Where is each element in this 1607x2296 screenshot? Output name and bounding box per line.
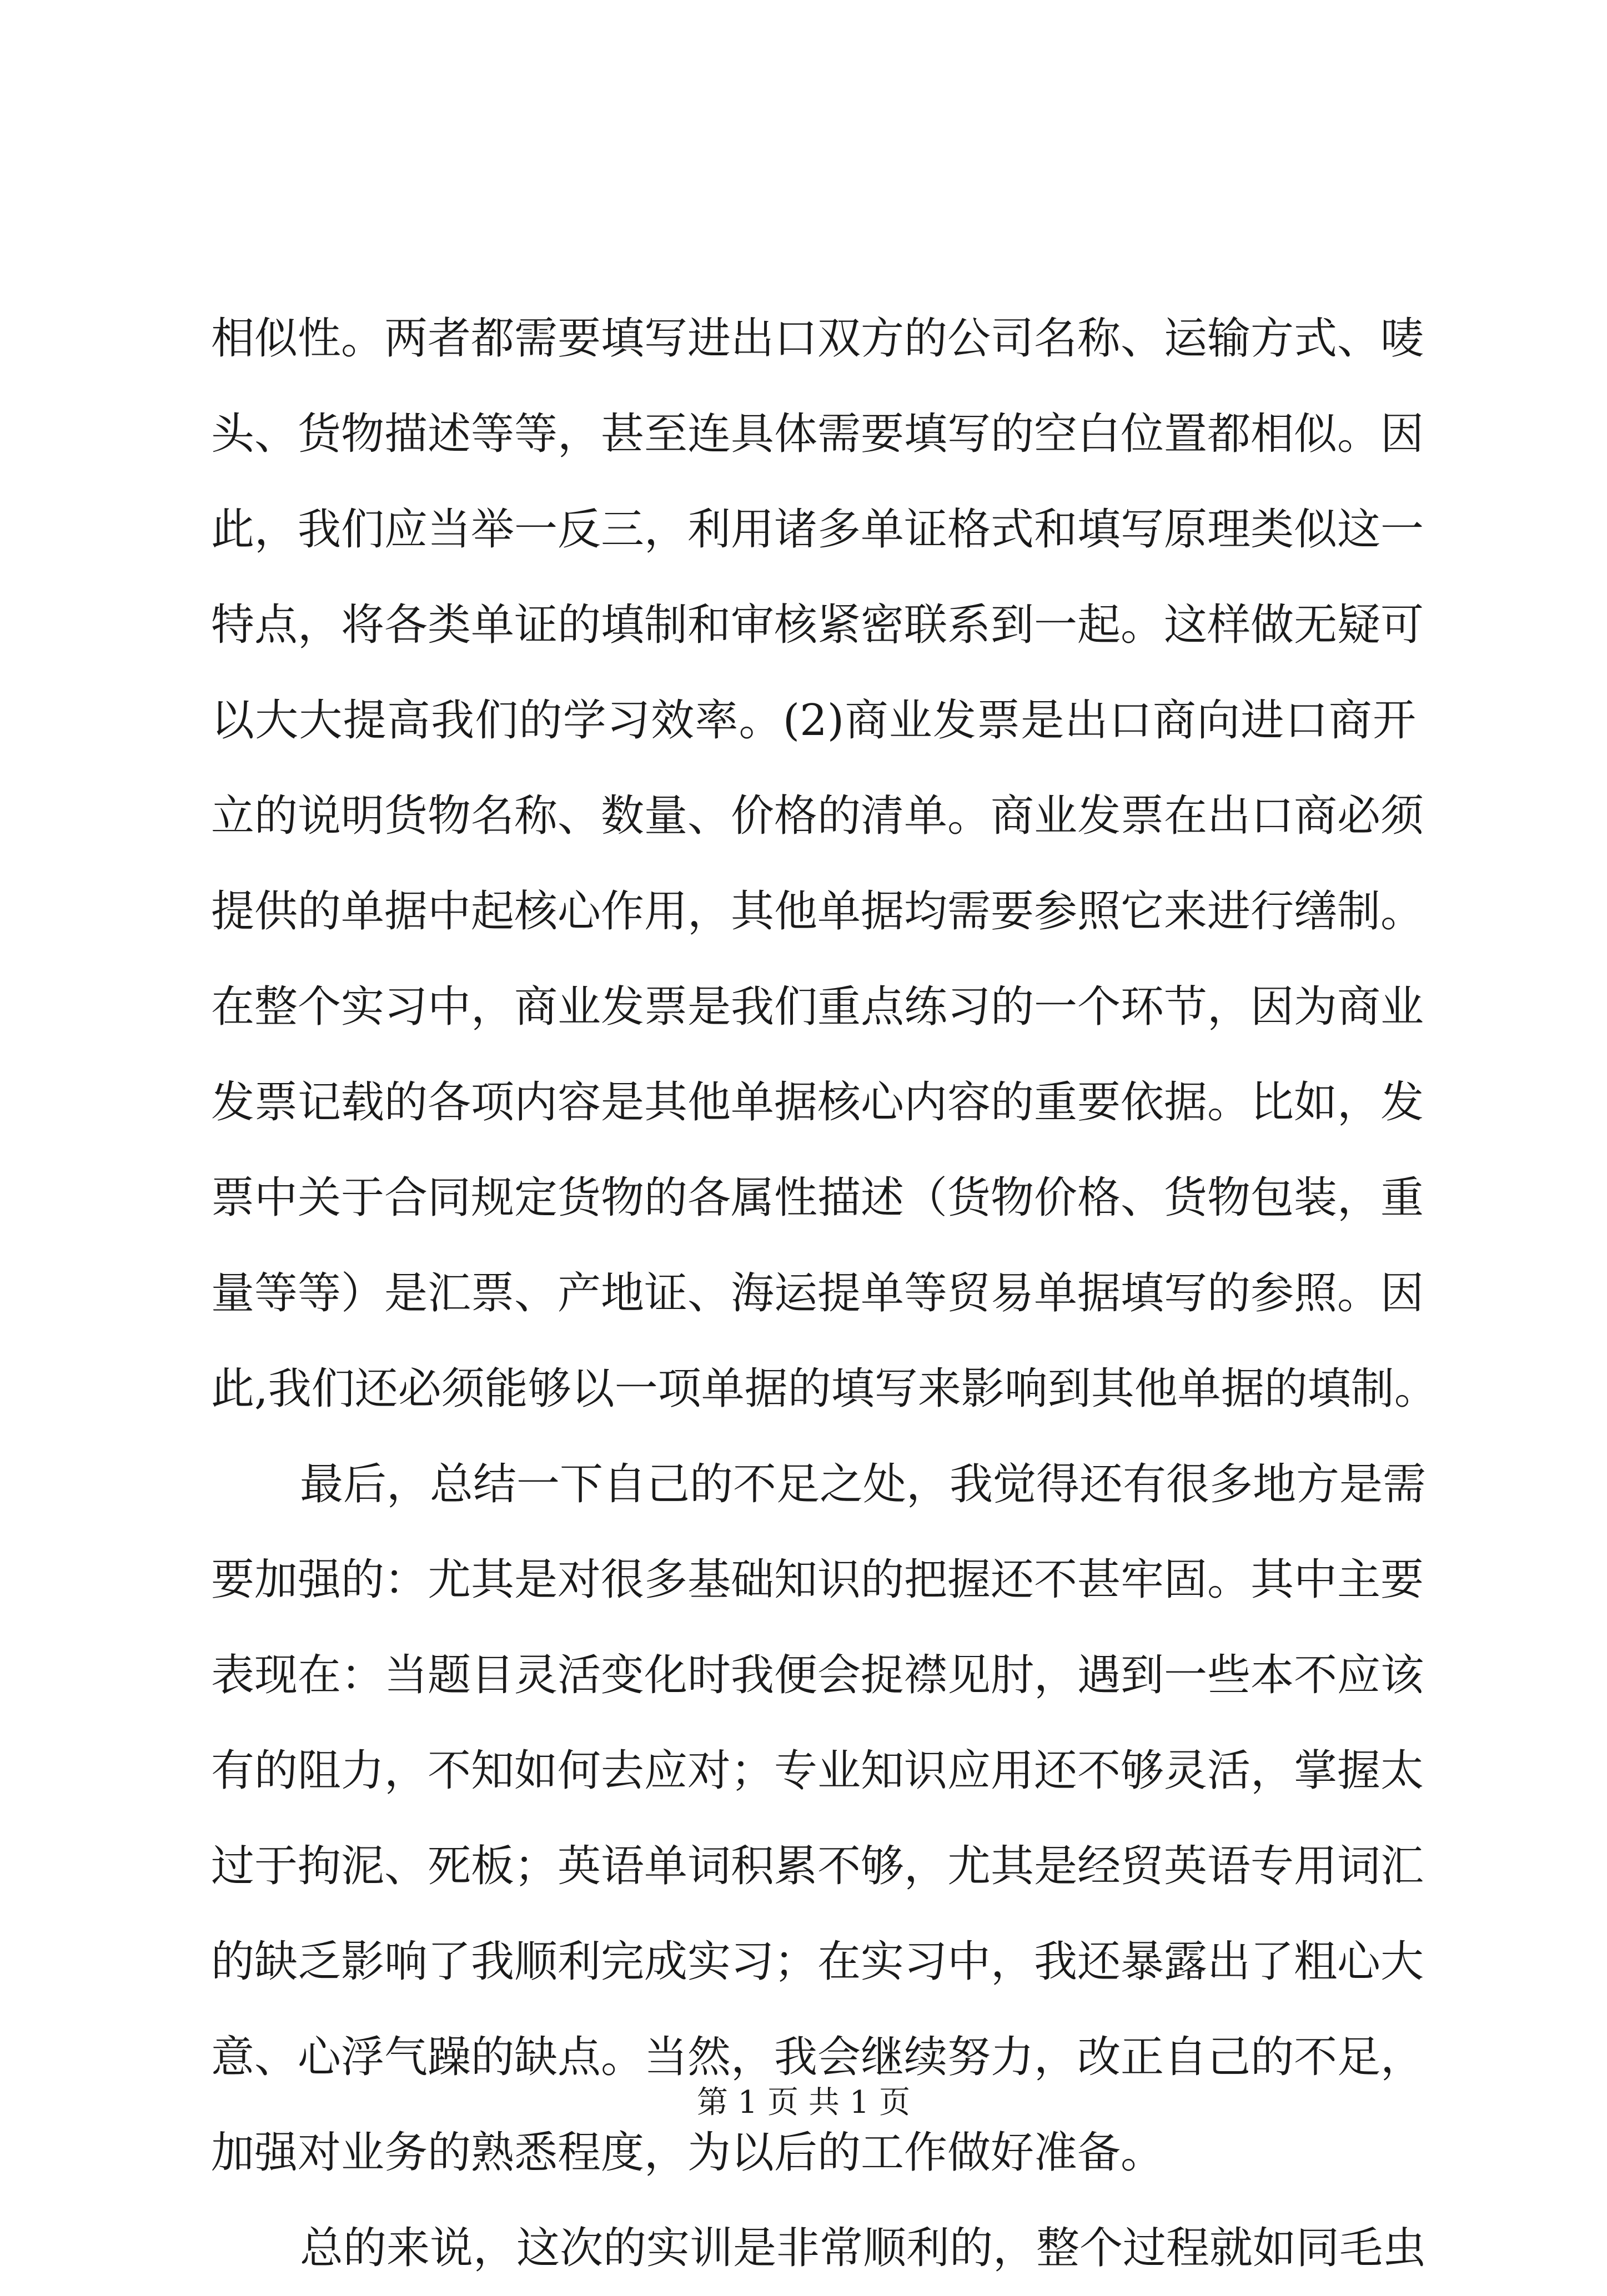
paragraph-first-line: 最后，总结一下自己的不足之处，我觉得还有很多地方是需 [300,1459,1427,1509]
text-line: 此,我们还必须能够以一项单据的填写来影响到其他单据的填制。 [211,1364,1438,1414]
paragraph-last-line: 加强对业务的熟悉程度，为以后的工作做好准备。 [211,2128,1164,2178]
text-line: 相似性。两者都需要填写进出口双方的公司名称、运输方式、唛 [211,314,1424,364]
text-line: 立的说明货物名称、数量、价格的清单。商业发票在出口商必须 [211,791,1424,841]
text-line: 要加强的：尤其是对很多基础知识的把握还不甚牢固。其中主要 [211,1555,1424,1605]
text-line: 提供的单据中起核心作用，其他单据均需要参照它来进行缮制。 [211,887,1424,936]
document-body [211,291,1438,2296]
paragraph-first-line: 总的来说，这次的实训是非常顺利的，整个过程就如同毛虫 [300,2223,1427,2273]
text-line: 过于拘泥、死板；英语单词积累不够，尤其是经贸英语专用词汇 [211,1841,1424,1891]
text-line: 头、货物描述等等，甚至连具体需要填写的空白位置都相似。因 [211,409,1424,459]
text-line: 有的阻力，不知如何去应对；专业知识应用还不够灵活，掌握太 [211,1746,1424,1796]
text-line: 意、心浮气躁的缺点。当然，我会继续努力，改正自己的不足， [211,2032,1424,2082]
text-line: 以大大提高我们的学习效率。(2)商业发票是出口商向进口商开 [211,696,1416,746]
text-line: 表现在：当题目灵活变化时我便会捉襟见肘，遇到一些本不应该 [211,1650,1424,1700]
text-line: 发票记载的各项内容是其他单据核心内容的重要依据。比如，发 [211,1077,1424,1127]
text-line: 特点，将各类单证的填制和审核紧密联系到一起。这样做无疑可 [211,600,1424,650]
text-line: 量等等）是汇票、产地证、海运提单等贸易单据填写的参照。因 [211,1268,1424,1318]
text-line: 此，我们应当举一反三，利用诸多单证格式和填写原理类似这一 [211,505,1424,555]
text-line: 在整个实习中，商业发票是我们重点练习的一个环节，因为商业 [211,982,1424,1032]
text-line: 的缺乏影响了我顺利完成实习；在实习中，我还暴露出了粗心大 [211,1937,1424,1987]
text-line: 票中关于合同规定货物的各属性描述（货物价格、货物包装，重 [211,1173,1424,1223]
page-number-footer: 第 1 页 共 1 页 [696,2084,911,2121]
